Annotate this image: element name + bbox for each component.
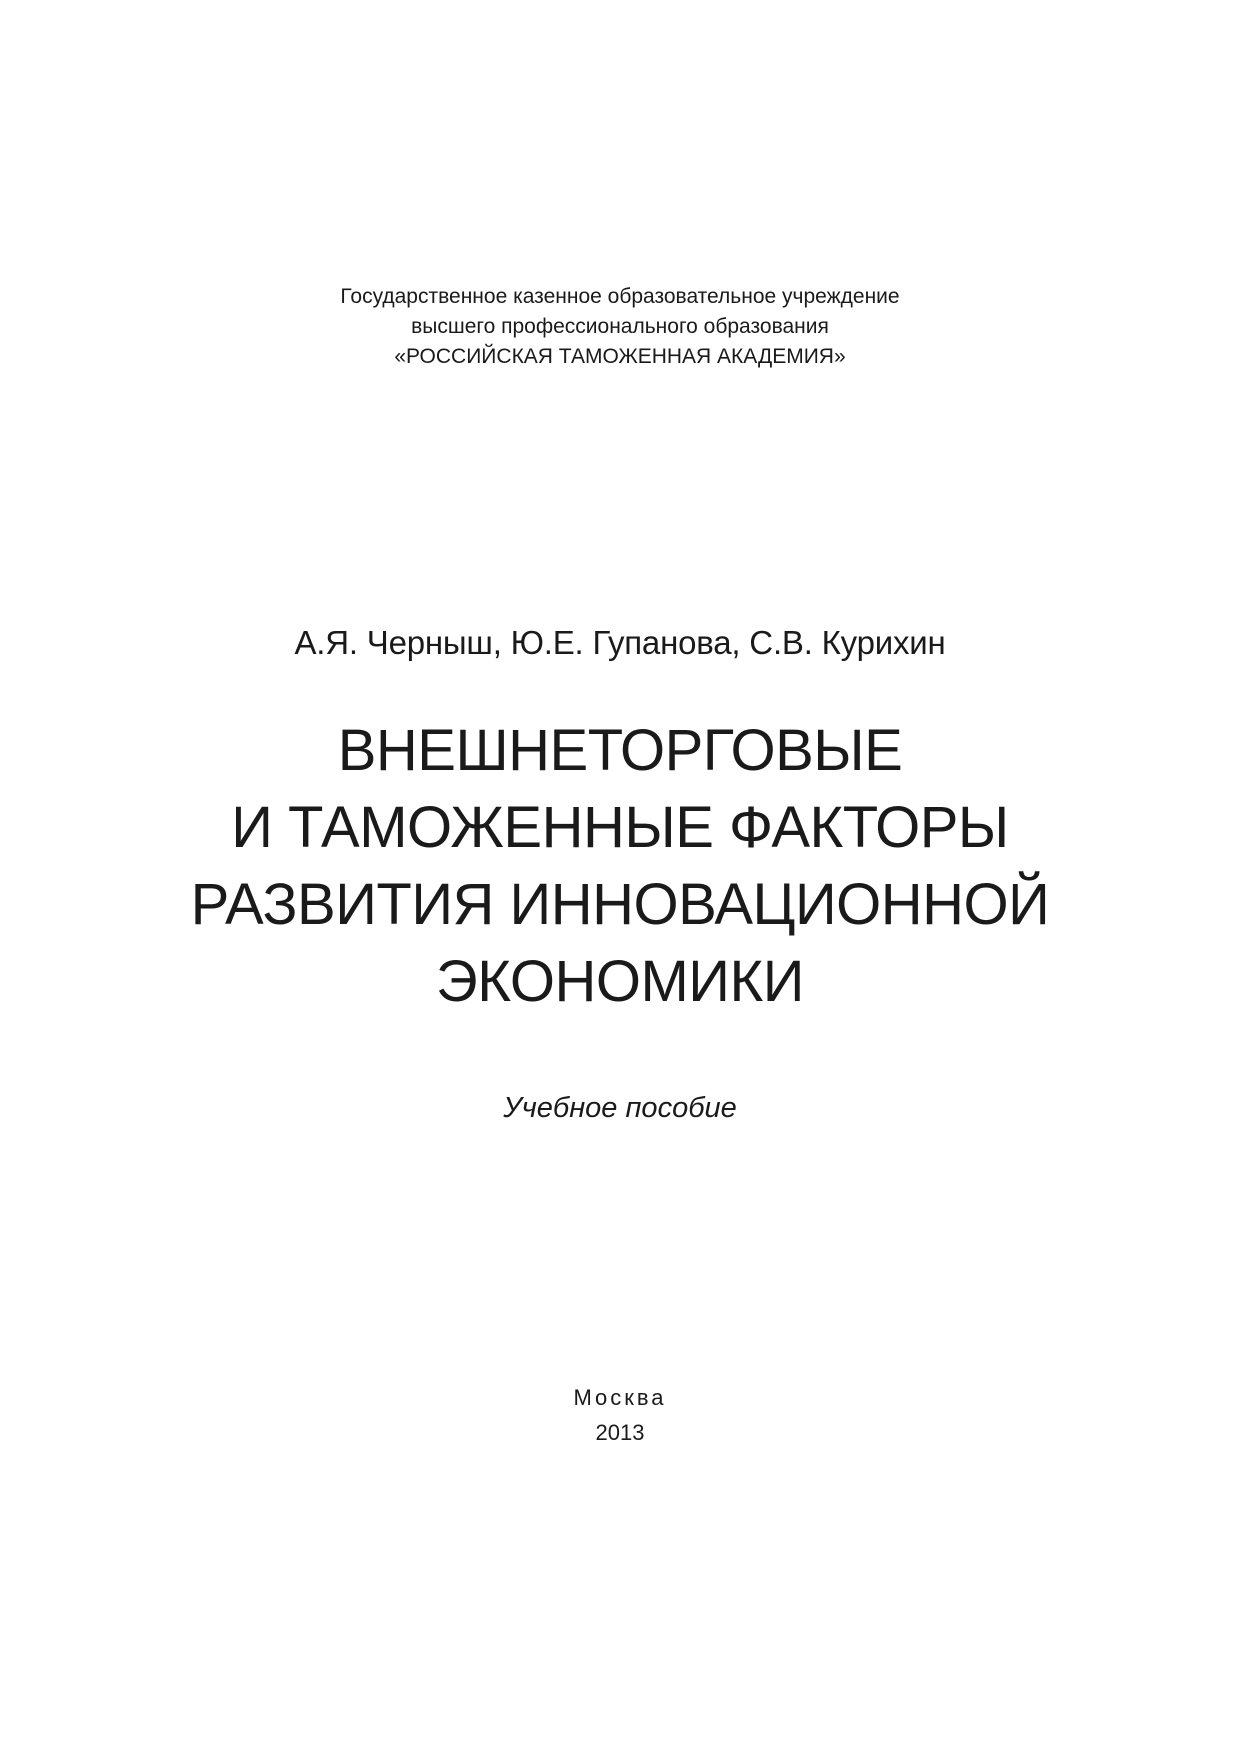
publication-city: Москва bbox=[573, 1385, 667, 1410]
institution-block bbox=[0, 282, 1240, 372]
institution-line: высшего профессионального образования bbox=[411, 315, 829, 338]
institution-name: «РОССИЙСКАЯ ТАМОЖЕННАЯ АКАДЕМИЯ» bbox=[394, 345, 846, 368]
publication-year: 2013 bbox=[595, 1420, 645, 1445]
book-title bbox=[0, 712, 1240, 1020]
publication-type: Учебное пособие bbox=[503, 1092, 737, 1124]
book-title-line: ВНЕШНЕТОРГОВЫЕ bbox=[337, 718, 903, 783]
book-title-line: И ТАМОЖЕННЫЕ ФАКТОРЫ bbox=[231, 795, 1009, 860]
book-title-line: РАЗВИТИЯ ИННОВАЦИОННОЙ bbox=[190, 872, 1050, 937]
book-title-line: ЭКОНОМИКИ bbox=[436, 949, 804, 1014]
authors: А.Я. Черныш, Ю.Е. Гупанова, С.В. Курихин bbox=[294, 624, 946, 661]
institution-line: Государственное казенное образовательное учреждение bbox=[340, 285, 900, 308]
